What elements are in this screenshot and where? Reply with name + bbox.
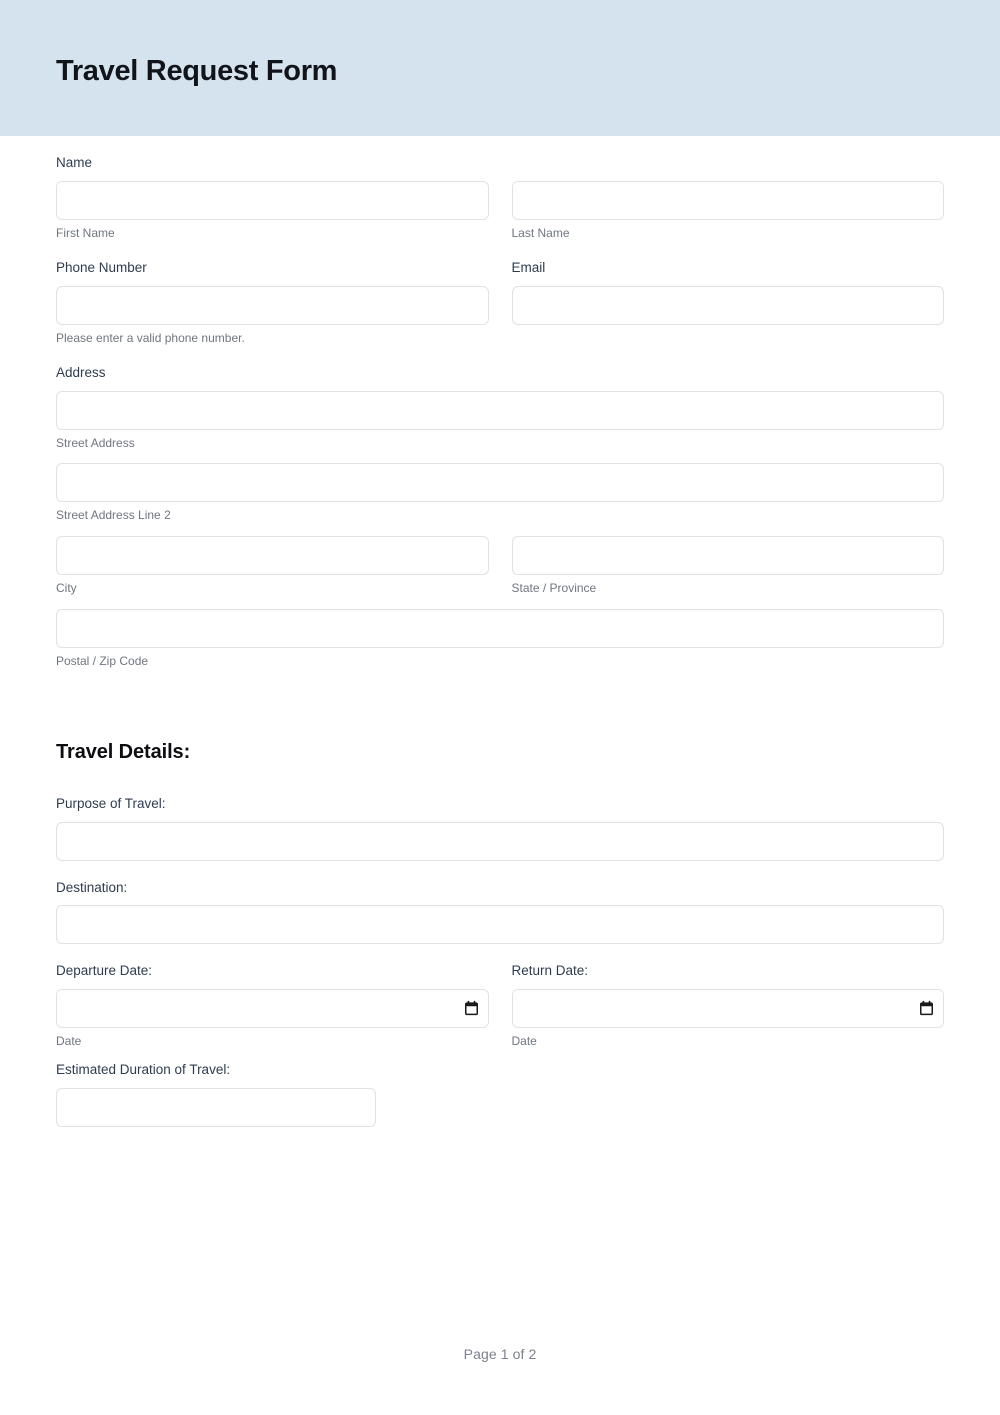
last-name-input[interactable] [512, 181, 945, 220]
state-province-sublabel: State / Province [511, 581, 597, 596]
return-date-wrap [512, 989, 945, 1028]
field-group-name [56, 154, 944, 241]
return-date-col [512, 989, 945, 1050]
label-address: Address [56, 365, 106, 381]
city-state-row [56, 536, 944, 597]
departure-date-wrap [56, 989, 489, 1028]
estimated-duration-input[interactable] [56, 1088, 376, 1127]
phone-label-col [56, 259, 489, 286]
departure-date-input[interactable] [56, 989, 489, 1028]
return-date-input[interactable] [512, 989, 945, 1028]
name-row [56, 181, 944, 242]
postal-zip-input[interactable] [56, 609, 944, 648]
form-footer [0, 1346, 1000, 1364]
city-col [56, 536, 489, 597]
email-col [512, 286, 945, 347]
first-name-col [56, 181, 489, 242]
form-body [0, 136, 1000, 1127]
state-province-input[interactable] [512, 536, 945, 575]
form-header [0, 0, 1000, 136]
field-group-destination [56, 879, 944, 945]
label-phone-number: Phone Number [56, 260, 147, 276]
field-group-dates [56, 962, 944, 1049]
phone-email-input-row [56, 286, 944, 347]
street-address-line2-input[interactable] [56, 463, 944, 502]
field-group-purpose [56, 795, 944, 861]
dates-label-row [56, 962, 944, 989]
label-purpose-of-travel: Purpose of Travel: [56, 796, 166, 812]
street-address-line2-sublabel: Street Address Line 2 [56, 508, 171, 523]
page-indicator: Page 1 of 2 [463, 1346, 537, 1362]
label-departure-date: Departure Date: [56, 963, 153, 979]
street-address-sublabel: Street Address [56, 435, 135, 450]
phone-helper-text: Please enter a valid phone number. [56, 330, 245, 345]
email-label-col [512, 259, 945, 286]
label-email: Email [511, 260, 546, 276]
phone-col [56, 286, 489, 347]
field-group-duration [56, 1061, 944, 1127]
departure-date-col [56, 989, 489, 1050]
postal-zip-sublabel: Postal / Zip Code [56, 653, 149, 668]
return-date-sublabel: Date [511, 1033, 537, 1048]
label-destination: Destination: [56, 879, 128, 895]
first-name-sublabel: First Name [56, 225, 115, 240]
phone-email-label-row [56, 259, 944, 286]
street-address-input[interactable] [56, 391, 944, 430]
field-group-address [56, 364, 944, 669]
first-name-input[interactable] [56, 181, 489, 220]
last-name-col [512, 181, 945, 242]
last-name-sublabel: Last Name [511, 225, 570, 240]
label-estimated-duration: Estimated Duration of Travel: [56, 1062, 231, 1078]
email-input[interactable] [512, 286, 945, 325]
state-col [512, 536, 945, 597]
departure-date-sublabel: Date [56, 1033, 82, 1048]
travel-details-heading: Travel Details: [56, 741, 191, 764]
city-sublabel: City [56, 581, 77, 596]
destination-input[interactable] [56, 905, 944, 944]
dates-input-row [56, 989, 944, 1050]
phone-number-input[interactable] [56, 286, 489, 325]
label-return-date: Return Date: [511, 963, 589, 979]
purpose-of-travel-input[interactable] [56, 822, 944, 861]
page-title: Travel Request Form [56, 54, 338, 87]
label-name: Name [56, 155, 93, 170]
departure-label-col [56, 962, 489, 989]
return-label-col [512, 962, 945, 989]
field-group-phone-email [56, 259, 944, 346]
city-input[interactable] [56, 536, 489, 575]
